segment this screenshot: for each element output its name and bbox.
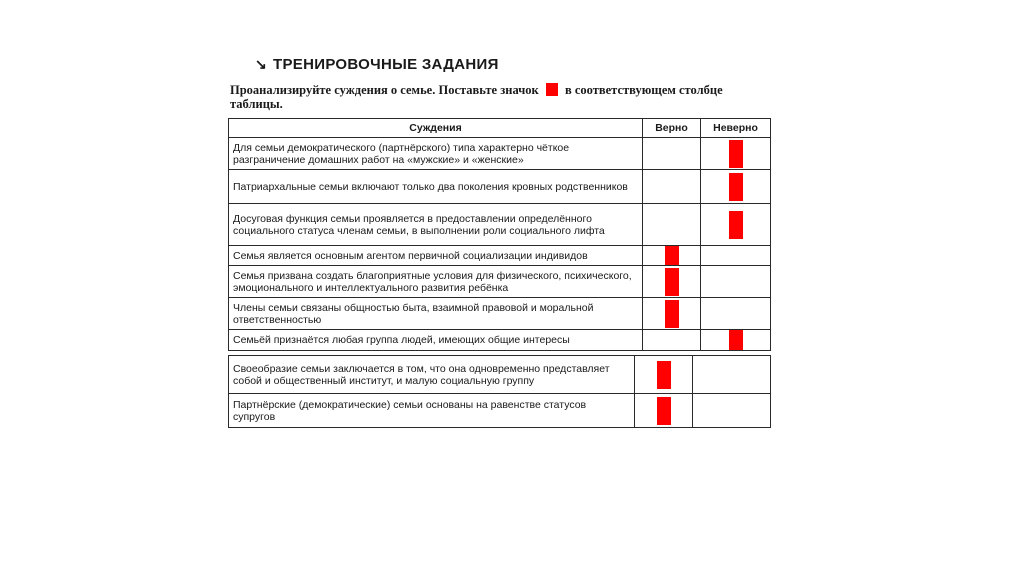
- section-title-text: ТРЕНИРОВОЧНЫЕ ЗАДАНИЯ: [273, 56, 499, 73]
- table-row: [229, 138, 771, 170]
- table-header-row: [229, 119, 771, 138]
- true-cell[interactable]: [643, 138, 701, 170]
- false-cell[interactable]: [701, 170, 771, 204]
- true-cell[interactable]: [643, 298, 701, 330]
- false-cell[interactable]: [701, 204, 771, 246]
- true-cell[interactable]: [643, 204, 701, 246]
- check-mark-icon: [546, 83, 558, 96]
- answer-mark-icon: [729, 140, 743, 168]
- answer-mark-icon: [729, 211, 743, 239]
- true-cell[interactable]: [635, 356, 693, 394]
- table-row: [229, 330, 771, 351]
- instruction-text-before: Проанализируйте суждения о семье. Поставьте значок: [230, 83, 539, 97]
- header-true: Верно: [643, 119, 701, 138]
- header-false: Неверно: [701, 119, 771, 138]
- table-row: [229, 170, 771, 204]
- table-row: [229, 204, 771, 246]
- table-row: [229, 394, 771, 428]
- answer-mark-icon: [729, 330, 743, 351]
- statement-cell: Для семьи демократического (партнёрского) типа характерно чёткое разграничение домашних работ на «мужские» и «женские»: [229, 138, 643, 170]
- answer-mark-icon: [657, 361, 671, 389]
- answer-mark-icon: [729, 173, 743, 201]
- false-cell[interactable]: [701, 138, 771, 170]
- statement-cell: Семья призвана создать благоприятные условия для физического, психического, эмоционального и интеллектуального развития ребёнка: [229, 266, 643, 298]
- judgments-table-continued: [228, 355, 771, 428]
- table-row: [229, 266, 771, 298]
- answer-mark-icon: [665, 300, 679, 328]
- instruction-text-after: в соответствующем столбце таблицы.: [230, 83, 723, 111]
- answer-mark-icon: [665, 268, 679, 296]
- false-cell[interactable]: [701, 266, 771, 298]
- judgments-table: [228, 118, 771, 351]
- true-cell[interactable]: [643, 330, 701, 351]
- table-row: [229, 356, 771, 394]
- answer-mark-icon: [665, 246, 679, 266]
- false-cell[interactable]: [693, 356, 771, 394]
- arrow-down-right-icon: ↘: [255, 56, 268, 72]
- false-cell[interactable]: [701, 246, 771, 266]
- true-cell[interactable]: [635, 394, 693, 428]
- true-cell[interactable]: [643, 246, 701, 266]
- table-row: [229, 298, 771, 330]
- true-cell[interactable]: [643, 170, 701, 204]
- statement-cell: Досуговая функция семьи проявляется в предоставлении определённого социального статуса членам семьи, в выполнении роли социального лифта: [229, 204, 643, 246]
- false-cell[interactable]: [701, 330, 771, 351]
- statement-cell: Семья является основным агентом первичной социализации индивидов: [229, 246, 643, 266]
- header-judgments: Суждения: [229, 119, 643, 138]
- section-title: [255, 56, 499, 73]
- instruction: [230, 83, 775, 111]
- table-row: [229, 246, 771, 266]
- statement-cell: Патриархальные семьи включают только два поколения кровных родственников: [229, 170, 643, 204]
- false-cell[interactable]: [701, 298, 771, 330]
- answer-mark-icon: [657, 397, 671, 425]
- false-cell[interactable]: [693, 394, 771, 428]
- statement-cell: Члены семьи связаны общностью быта, взаимной правовой и моральной ответственностью: [229, 298, 643, 330]
- statement-cell: Своеобразие семьи заключается в том, что она одновременно представляет собой и общественный институт, и малую социальную группу: [229, 356, 635, 394]
- true-cell[interactable]: [643, 266, 701, 298]
- statement-cell: Семьёй признаётся любая группа людей, имеющих общие интересы: [229, 330, 643, 351]
- statement-cell: Партнёрские (демократические) семьи основаны на равенстве статусов супругов: [229, 394, 635, 428]
